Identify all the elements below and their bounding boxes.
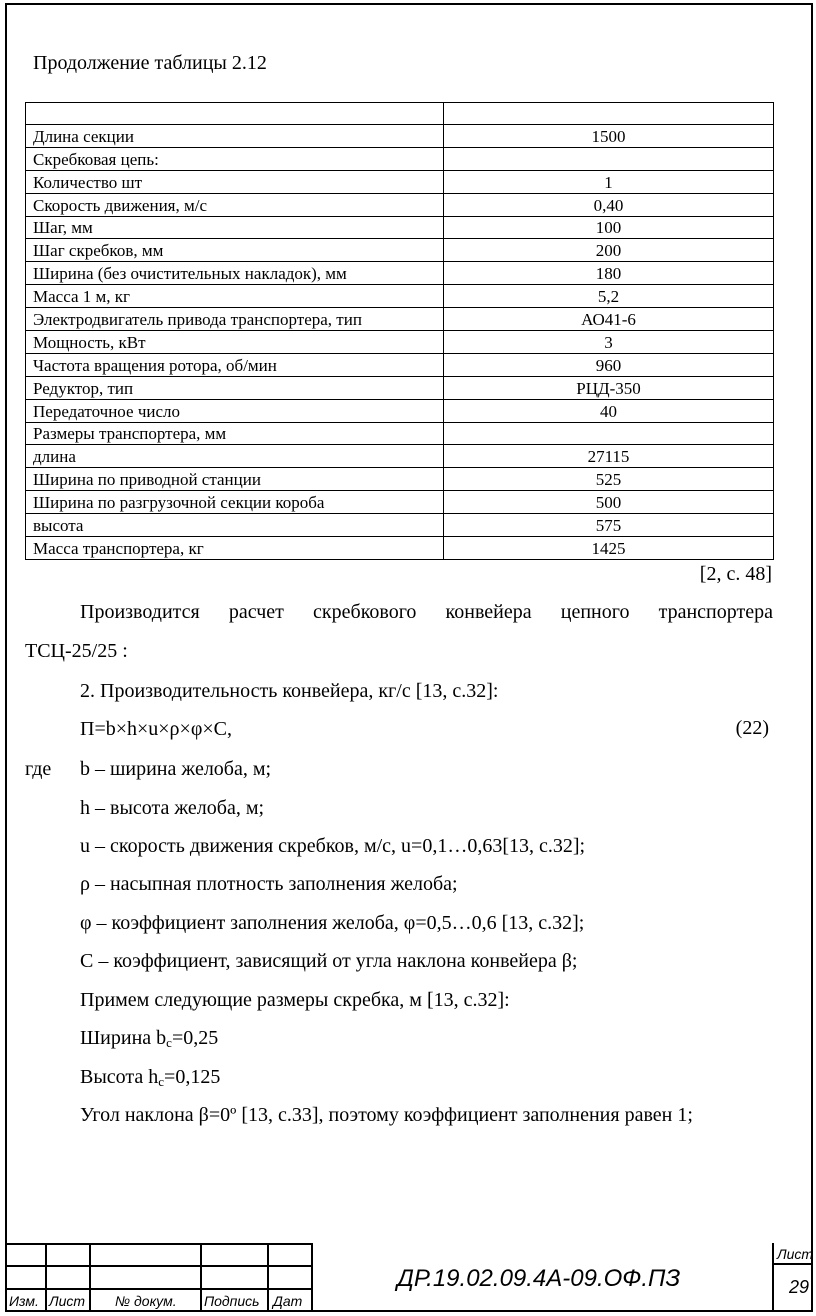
definition-c: С – коэффициент, зависящий от угла наклона конвейера β; (80, 950, 578, 972)
table-header-row (26, 103, 774, 125)
param-cell: Шаг скребков, мм (26, 239, 444, 262)
title-block-stamp (5, 1243, 813, 1312)
table-row (26, 216, 774, 239)
stamp-list-label: Лист (49, 1293, 86, 1309)
table-row (26, 537, 774, 560)
scraper-height: Высота $h_с=0,125$ (80, 1066, 221, 1089)
table-row (26, 514, 774, 537)
param-cell: высота (26, 514, 444, 537)
param-cell: Масса 1 м, кг (26, 285, 444, 308)
header-cell (26, 103, 444, 125)
table-row (26, 239, 774, 262)
table-row (26, 308, 774, 331)
table-row (26, 331, 774, 354)
definition-b: b – ширина желоба, м; (80, 758, 272, 780)
formula-number: (22) (735, 717, 769, 739)
param-cell: Скорость движения, м/с (26, 193, 444, 216)
value-cell: 200 (444, 239, 774, 262)
definition-rho: ρ – насыпная плотность заполнения желоба; (80, 873, 458, 895)
param-cell: Передаточное число (26, 399, 444, 422)
value-cell: 1500 (444, 125, 774, 148)
param-cell: Количество шт (26, 170, 444, 193)
sizes-intro: Примем следующие размеры скребка, м [13, с.32]: (80, 989, 510, 1011)
table-row (26, 491, 774, 514)
formula: П=b×h×u×ρ×φ×C, (80, 718, 232, 740)
table-row (26, 285, 774, 308)
document-designation: ДР.19.02.09.4А-09.ОФ.ПЗ (397, 1265, 681, 1292)
definition-h: h – высота желоба, м; (80, 797, 265, 819)
table-row (26, 399, 774, 422)
definition-phi: φ – коэффициент заполнения желоба, φ=0,5…0,6 [13, с.32]; (80, 912, 585, 934)
value-cell: 1425 (444, 537, 774, 560)
stamp-date-label: Дат (273, 1293, 303, 1309)
value-cell: 525 (444, 468, 774, 491)
table-row (26, 468, 774, 491)
value-cell: 575 (444, 514, 774, 537)
table-row (26, 170, 774, 193)
param-cell: Масса транспортера, кг (26, 537, 444, 560)
value-cell: 500 (444, 491, 774, 514)
param-cell: Ширина (без очистительных накладок), мм (26, 262, 444, 285)
table-caption: Продолжение таблицы 2.12 (33, 52, 267, 74)
stamp-doc-label: № докум. (115, 1293, 177, 1309)
definition-u: u – скорость движения скребков, м/с, u=0,1…0,63[13, с.32]; (80, 835, 586, 857)
sheet-number: 29 (789, 1277, 810, 1297)
table-row (26, 147, 774, 170)
header-cell (444, 103, 774, 125)
param-cell: Скребковая цепь: (26, 147, 444, 170)
param-cell: Шаг, мм (26, 216, 444, 239)
stamp-signature-label: Подпись (204, 1293, 260, 1309)
where-word: где (25, 758, 52, 780)
angle-line: Угол наклона β=0º [13, с.33], поэтому коэффициент заполнения равен 1; (80, 1104, 693, 1126)
intro-paragraph-line1: Производится расчет скребкового конвейера цепного транспортера (80, 601, 773, 623)
value-cell: 0,40 (444, 193, 774, 216)
param-cell: Электродвигатель привода транспортера, тип (26, 308, 444, 331)
value-cell: 40 (444, 399, 774, 422)
value-cell: 100 (444, 216, 774, 239)
param-cell: Ширина по приводной станции (26, 468, 444, 491)
param-cell: Мощность, кВт (26, 331, 444, 354)
table-row (26, 125, 774, 148)
table-row (26, 376, 774, 399)
value-cell: 1 (444, 170, 774, 193)
value-cell: 5,2 (444, 285, 774, 308)
param-cell: Частота вращения ротора, об/мин (26, 353, 444, 376)
table-row (26, 193, 774, 216)
table-row (26, 262, 774, 285)
value-cell: 27115 (444, 445, 774, 468)
param-cell: Ширина по разгрузочной секции короба (26, 491, 444, 514)
value-cell (444, 422, 774, 445)
value-cell: 3 (444, 331, 774, 354)
param-cell: длина (26, 445, 444, 468)
intro-paragraph-line2: ТСЦ-25/25 : (25, 640, 128, 662)
value-cell: РЦД-350 (444, 376, 774, 399)
table-row (26, 445, 774, 468)
spec-table (25, 102, 774, 560)
param-cell: Длина секции (26, 125, 444, 148)
table-row (26, 422, 774, 445)
value-cell: 180 (444, 262, 774, 285)
value-cell: АО41-6 (444, 308, 774, 331)
param-cell: Размеры транспортера, мм (26, 422, 444, 445)
stamp-izm-label: Изм. (9, 1293, 39, 1309)
scraper-width: Ширина $b_с=0,25$ (80, 1027, 219, 1050)
param-cell: Редуктор, тип (26, 376, 444, 399)
table-row (26, 353, 774, 376)
value-cell (444, 147, 774, 170)
table-reference: [2, с. 48] (699, 563, 772, 585)
item-2-heading: 2. Производительность конвейера, кг/с [13, с.32]: (80, 680, 499, 702)
value-cell: 960 (444, 353, 774, 376)
stamp-sheet-label: Лист (777, 1246, 814, 1262)
